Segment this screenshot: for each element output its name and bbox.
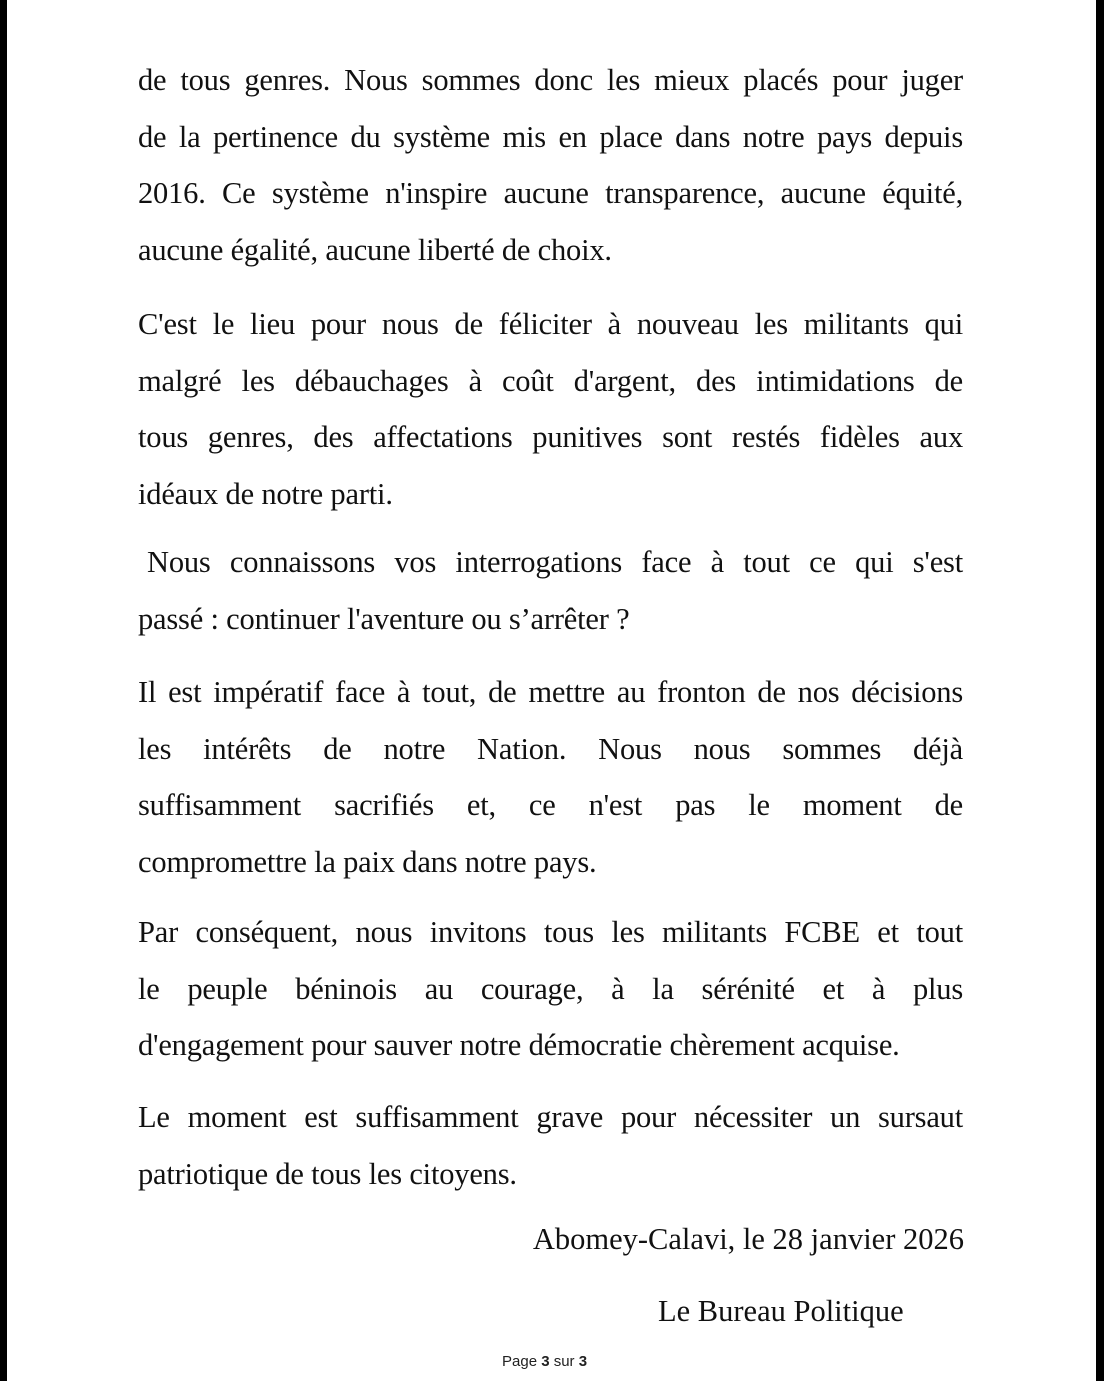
- text-line: suffisamment sacrifiés et, ce n'est pas le moment de: [138, 788, 963, 822]
- page-label: Page: [502, 1353, 542, 1370]
- text-line: aucune égalité, aucune liberté de choix.: [138, 232, 612, 267]
- text-line: compromettre la paix dans notre pays.: [138, 844, 597, 879]
- paragraph-system-critique: [138, 52, 963, 278]
- text-line: passé : continuer l'aventure ou s’arrêter ?: [138, 601, 630, 636]
- paragraph-interrogations: [138, 534, 963, 647]
- text-line: Le moment est suffisamment grave pour nécessiter un sursaut: [138, 1100, 963, 1134]
- current-page-number: 3: [541, 1353, 550, 1370]
- text-line: d'engagement pour sauver notre démocratie chèrement acquise.: [138, 1028, 900, 1062]
- text-line: de la pertinence du système mis en place dans notre pays depuis: [138, 119, 963, 154]
- document-page: [7, 0, 1096, 1381]
- place-and-date: Abomey-Calavi, le 28 janvier 2026: [532, 1222, 964, 1256]
- paragraph-congratulate-militants: [138, 296, 963, 522]
- paragraph-patriotic-surge: [138, 1089, 963, 1202]
- total-pages-number: 3: [578, 1353, 588, 1370]
- text-line: malgré les débauchages à coût d'argent, des intimidations de: [138, 363, 963, 398]
- page-separator: sur: [549, 1353, 579, 1370]
- page-number-footer: [502, 1353, 587, 1370]
- text-line: 2016. Ce système n'inspire aucune transparence, aucune équité,: [138, 176, 963, 210]
- text-line: de tous genres. Nous sommes donc les mieux placés pour juger: [138, 63, 963, 97]
- text-line: Nous connaissons vos interrogations face à tout ce qui s'est: [147, 545, 963, 579]
- text-line: Il est impératif face à tout, de mettre au fronton de nos décisions: [138, 675, 963, 709]
- text-line: C'est le lieu pour nous de féliciter à nouveau les militants qui: [138, 307, 963, 341]
- text-line: le peuple béninois au courage, à la sérénité et à plus: [138, 971, 963, 1006]
- signature: Le Bureau Politique: [658, 1294, 904, 1328]
- text-line: les intérêts de notre Nation. Nous nous sommes déjà: [138, 731, 963, 766]
- text-line: tous genres, des affectations punitives sont restés fidèles aux: [138, 420, 963, 454]
- paragraph-national-interest: [138, 664, 963, 890]
- paragraph-call-to-action: [138, 904, 963, 1074]
- text-line: Par conséquent, nous invitons tous les militants FCBE et tout: [138, 915, 963, 949]
- text-line: idéaux de notre parti.: [138, 476, 393, 511]
- text-line: patriotique de tous les citoyens.: [138, 1156, 517, 1191]
